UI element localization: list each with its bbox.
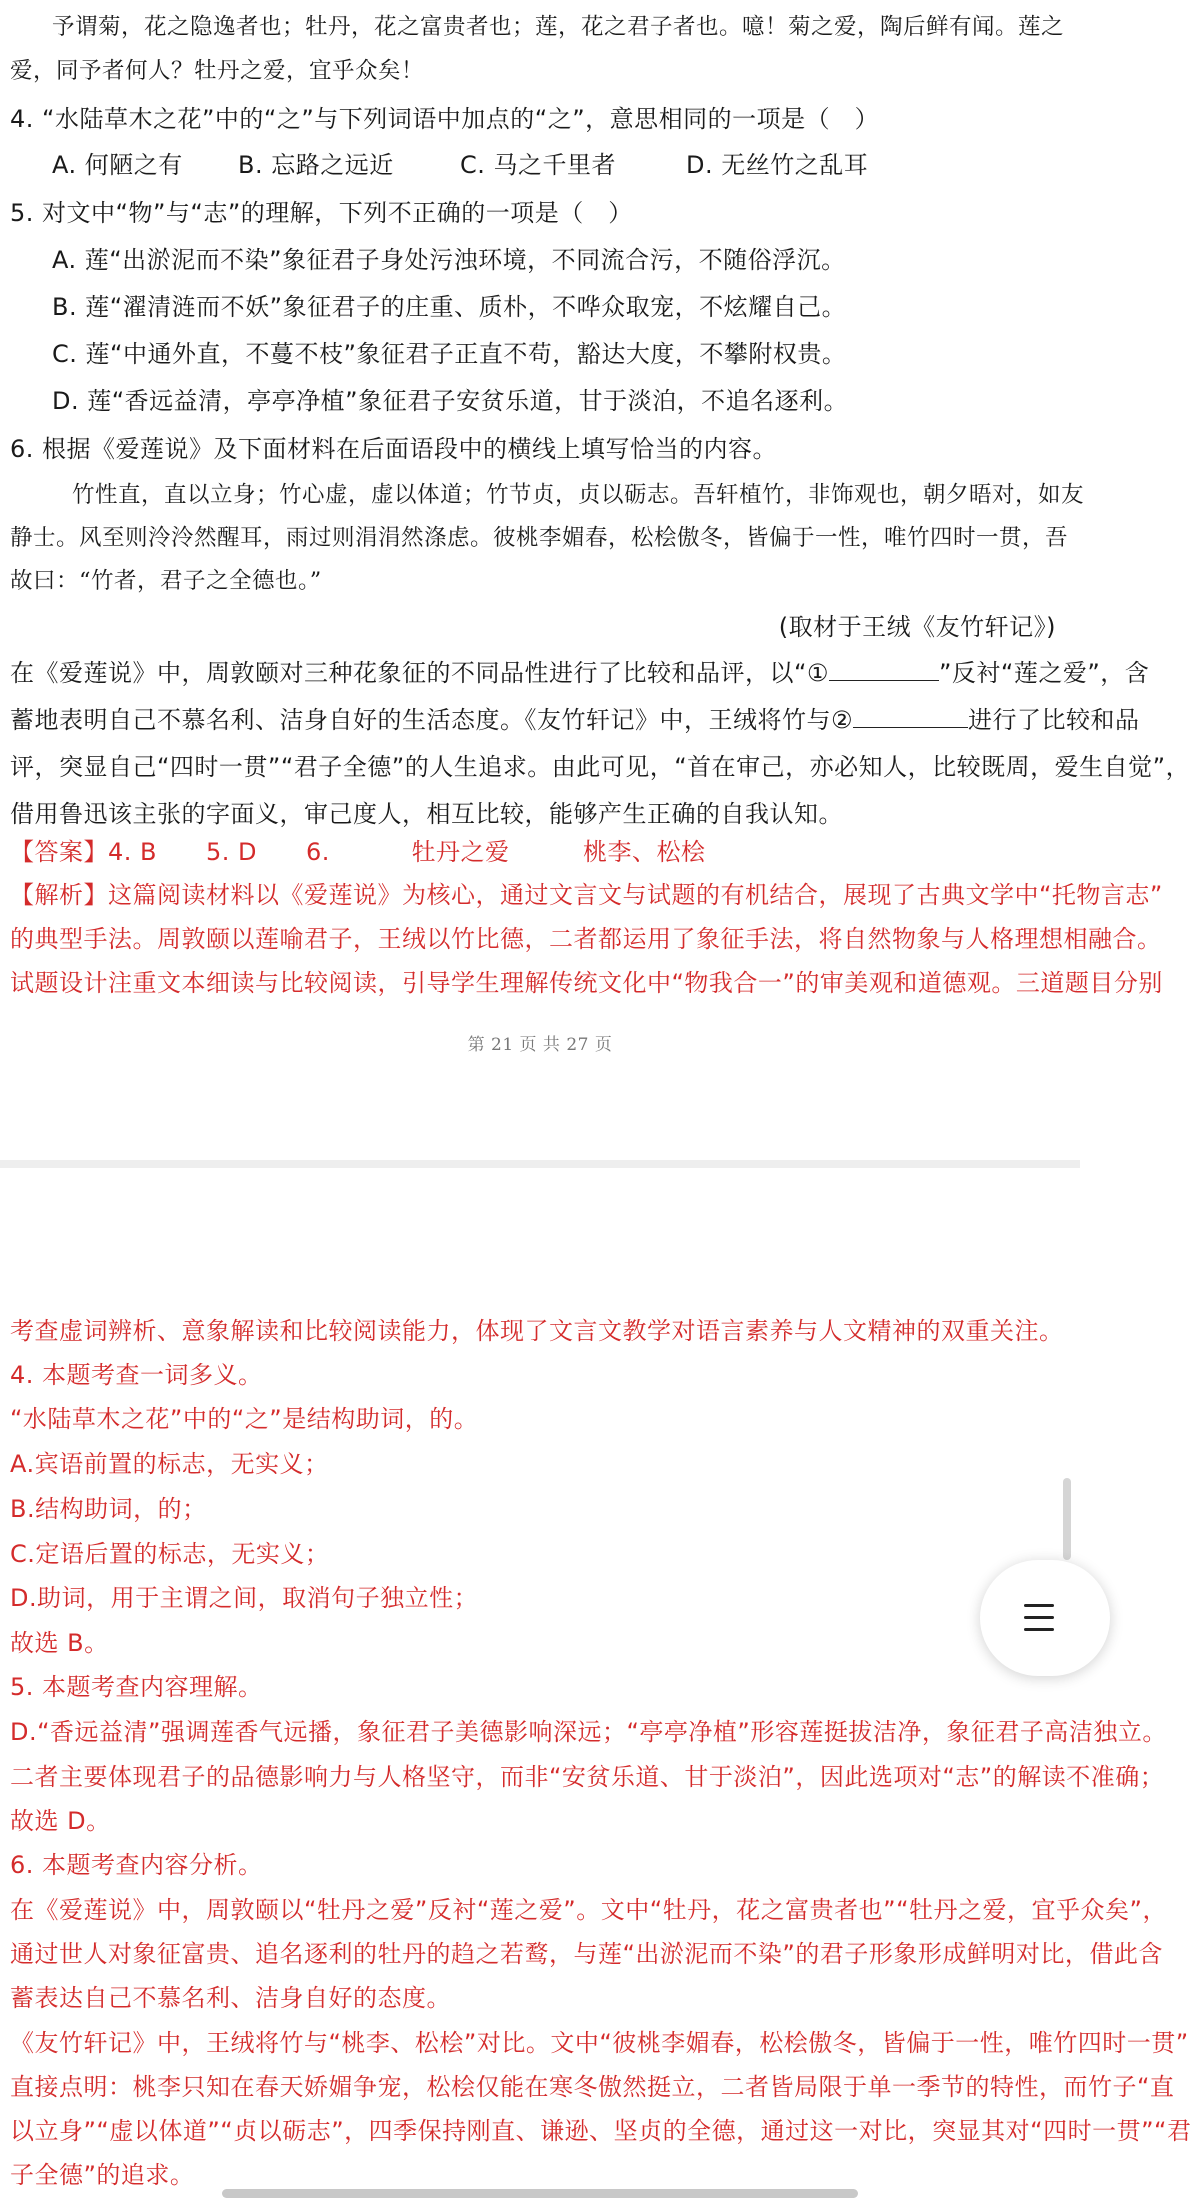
analysis-line: 故选 B。 [10, 1629, 109, 1657]
fill-blank-1[interactable] [829, 656, 939, 681]
analysis-line: 二者主要体现君子的品德影响力与人格坚守，而非“安贫乐道、甘于淡泊”，因此选项对“志”的解读不准确； [10, 1763, 1165, 1791]
scrollbar-thumb[interactable] [1063, 1478, 1071, 1560]
analysis-line: 以立身”“虚以体道”“贞以砺志”，四季保持刚直、谦逊、坚贞的全德，通过这一对比，突显其对“四时一贯”“君 [10, 2117, 1191, 2145]
analysis-line: D.助词，用于主谓之间，取消句子独立性； [10, 1584, 479, 1612]
analysis-line: “水陆草木之花”中的“之”是结构助词，的。 [10, 1405, 479, 1433]
home-indicator[interactable] [222, 2189, 858, 2198]
material-source: (取材于王绒《友竹轩记》) [778, 613, 1056, 641]
passage-line: 予谓菊，花之隐逸者也；牡丹，花之富贵者也；莲，花之君子者也。噫！菊之爱，陶后鲜有闻。莲之 [52, 14, 1065, 40]
paragraph-text: 进行了比较和品 [968, 706, 1140, 734]
analysis-line: 故选 D。 [10, 1807, 111, 1835]
analysis-line: 5. 本题考查内容理解。 [10, 1673, 263, 1701]
analysis-line: 4. 本题考查一词多义。 [10, 1361, 263, 1389]
analysis-line: 《友竹轩记》中，王绒将竹与“桃李、松桧”对比。文中“彼桃李媚春，松桧傲冬，皆偏于一性，唯竹四时一贯” [10, 2029, 1189, 2057]
analysis-line: 直接点明：桃李只知在春天娇媚争宠，松桧仅能在寒冬傲然挺立，二者皆局限于单一季节的特性，而竹子“直 [10, 2073, 1175, 2101]
question-5-stem: 5. 对文中“物”与“志”的理解，下列不正确的一项是（ ） [10, 199, 633, 227]
question-5-option-d: D. 莲“香远益清，亭亭净植”象征君子安贫乐道，甘于淡泊，不追名逐利。 [52, 387, 849, 415]
menu-button[interactable] [980, 1560, 1110, 1676]
analysis-line: 通过世人对象征富贵、追名逐利的牡丹的趋之若鹜，与莲“出淤泥而不染”的君子形象形成鲜明对比，借此含 [10, 1940, 1163, 1968]
analysis-line: A.宾语前置的标志，无实义； [10, 1450, 329, 1478]
material-line: 静士。风至则泠泠然醒耳，雨过则涓涓然涤虑。彼桃李媚春，松桧傲冬，皆偏于一性，唯竹四时一贯，吾 [10, 525, 1069, 551]
material-line: 故曰：“竹者，君子之全德也。” [10, 568, 322, 594]
passage-line: 爱，同予者何人？牡丹之爱，宜乎众矣！ [10, 58, 425, 84]
analysis-line: 的典型手法。周敦颐以莲喻君子，王绒以竹比德，二者都运用了象征手法，将自然物象与人格理想相融合。 [10, 925, 1162, 953]
analysis-line: 考查虚词辨析、意象解读和比较阅读能力，体现了文言文教学对语言素养与人文精神的双重关注。 [10, 1317, 1064, 1345]
paragraph-text: ”反衬“莲之爱”，含 [938, 659, 1150, 687]
answer-line: 【答案】4. B 5. D 6. 牡丹之爱 桃李、松桧 [10, 838, 706, 866]
analysis-line: D.“香远益清”强调莲香气远播，象征君子美德影响深远；“亭亭净植”形容莲挺拔洁净，象征君子高洁独立。 [10, 1718, 1167, 1746]
option-a: A. 何陋之有 [52, 151, 183, 179]
document-page-22 [0, 1168, 1191, 2206]
analysis-line: 在《爱莲说》中，周敦颐以“牡丹之爱”反衬“莲之爱”。文中“牡丹，花之富贵者也”“牡丹之爱，宜乎众矣”， [10, 1896, 1167, 1924]
analysis-line: 子全德”的追求。 [10, 2161, 195, 2189]
paragraph-text: 在《爱莲说》中，周敦颐对三种花象征的不同品性进行了比较和品评，以“① [10, 659, 829, 687]
question-5-option-c: C. 莲“中通外直，不蔓不枝”象征君子正直不苟，豁达大度，不攀附权贵。 [52, 340, 847, 368]
analysis-line: 试题设计注重文本细读与比较阅读，引导学生理解传统文化中“物我合一”的审美观和道德观。三道题目分别 [10, 969, 1163, 997]
page-divider [0, 1160, 1080, 1168]
analysis-line: 6. 本题考查内容分析。 [10, 1851, 263, 1879]
paragraph-text: 蓄地表明自己不慕名利、洁身自好的生活态度。《友竹轩记》中，王绒将竹与② [10, 706, 854, 734]
question-6-stem: 6. 根据《爱莲说》及下面材料在后面语段中的横线上填写恰当的内容。 [10, 435, 778, 463]
analysis-line: 【解析】这篇阅读材料以《爱莲说》为核心，通过文言文与试题的有机结合，展现了古典文学中“托物言志” [10, 881, 1163, 909]
option-b: B. 忘路之远近 [238, 151, 394, 179]
analysis-line: 蓄表达自己不慕名利、洁身自好的态度。 [10, 1984, 451, 2012]
question-5-option-a: A. 莲“出淤泥而不染”象征君子身处污浊环境，不同流合污，不随俗浮沉。 [52, 246, 846, 274]
question-6-paragraph-line [10, 703, 1140, 737]
question-6-paragraph-line: 借用鲁迅该主张的字面义，审己度人，相互比较，能够产生正确的自我认知。 [10, 800, 843, 828]
question-6-paragraph-line: 评，突显自己“四时一贯”“君子全德”的人生追求。由此可见，“首在审己，亦必知人，比较既周，爱生自觉”， [10, 753, 1191, 781]
question-4-options [52, 148, 1070, 182]
page-number: 第 21 页 共 27 页 [467, 1035, 613, 1055]
option-d: D. 无丝竹之乱耳 [686, 151, 869, 179]
question-6-paragraph-line [10, 656, 1150, 690]
option-c: C. 马之千里者 [460, 151, 617, 179]
analysis-line: B.结构助词，的； [10, 1495, 207, 1523]
analysis-line: C.定语后置的标志，无实义； [10, 1540, 330, 1568]
question-5-option-b: B. 莲“濯清涟而不妖”象征君子的庄重、质朴，不哗众取宠，不炫耀自己。 [52, 293, 847, 321]
fill-blank-2[interactable] [853, 703, 968, 728]
question-4-stem: 4. “水陆草木之花”中的“之”与下列词语中加点的“之”，意思相同的一项是（ ） [10, 105, 880, 133]
material-line: 竹性直，直以立身；竹心虚，虚以体道；竹节贞，贞以砺志。吾轩植竹，非饰观也，朝夕晤对，如友 [72, 482, 1085, 508]
